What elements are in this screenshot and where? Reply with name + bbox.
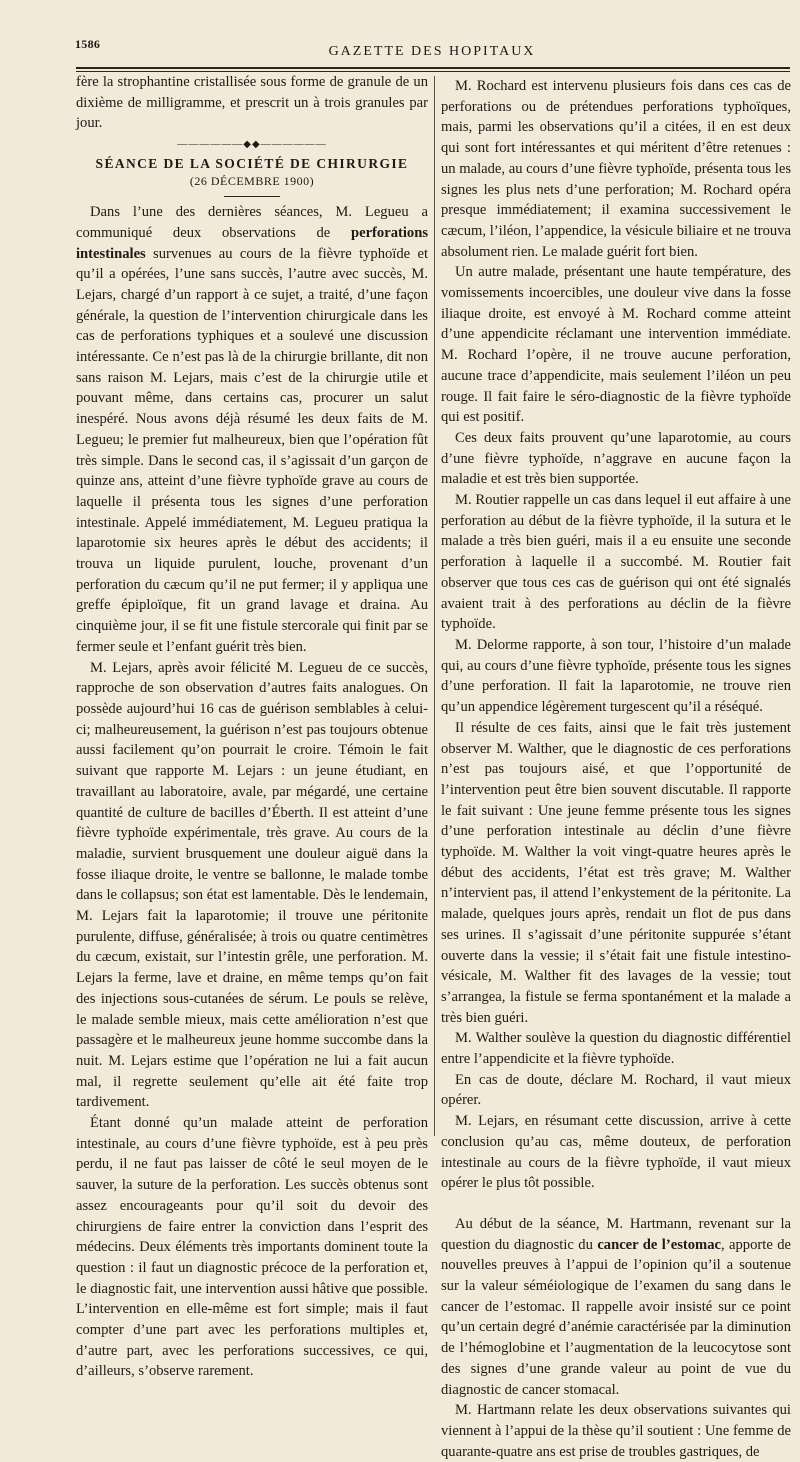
paragraph: M. Hartmann relate les deux observations suivantes qui viennent à l’appui de la thèse qu’il soutient : Une femme de quarante-quatre ans est prise de troubles gastriques, de — [441, 1402, 791, 1460]
paragraph — [76, 202, 428, 657]
text-run: , apporte de nouvelles preuves à l’appui de l’opinion qu’il a soutenue sur la valeur séméiologique de l’examen du sang dans le cancer de l’estomac. Il rappelle avoir insisté sur ce point qu’un certain degré d’anémie caractérisée par la diminution de l’hémoglobine et l’augmentation de la leucocytose sont des signes d’une grande valeur au point de vue du diagnostic de cancer stomacal. — [441, 1236, 791, 1398]
paragraph: M. Lejars, en résumant cette discussion, arrive à cette conclusion qu’au cas, même douteux, de perforation intestinale au cours de la fièvre typhoïde, il vaut mieux opérer le plus tôt possible. — [441, 1113, 791, 1192]
bold-term: cancer de l’estomac — [597, 1236, 721, 1253]
right-column — [441, 72, 791, 1462]
section-rule — [224, 196, 280, 197]
paragraph: En cas de doute, déclare M. Rochard, il vaut mieux opérer. — [441, 1071, 791, 1109]
text-run: survenues au cours de la fièvre typhoïde et qu’il a opérées, l’une sans succès, l’autre avec succès, M. Lejars, chargé d’un rapport à ce sujet, a traité, d’une façon générale, la question de l’intervention chirurgicale dans les cas de perforations typhiques et a soulevé une discussion intéressante. Ce n’est pas là de la chirurgie brillante, dit non sans raison M. Lejars, mais c’est de la chirurgie utile et pouvant même, dans certains cas, procurer un salut inespéré. Nous avons déjà résumé les deux faits de M. Legueu; le premier fut malheureux, bien que l’opération fût très simple. Dans le second cas, il s’agissait d’un garçon de quinze ans, atteint d’une fièvre typhoïde grave au cours de laquelle il présenta tous les signes d’une perforation intestinale. Appelé immédiatement, M. Legueu pratiqua la laparotomie six heures après le début des accidents; il trouva un liquide purulent, louche, provenant d’un perforation du cæcum qu’il ne put fermer; il y appliqua une greffe épiploïque, fit un grand lavage et draina. Au cinquième jour, il se fit une fistule stercorale qui finit par se fermer seule et l’enfant guérit très bien. — [76, 245, 428, 655]
paragraph: Étant donné qu’un malade atteint de perforation intestinale, au cours d’une fièvre typhoïde, est à peu près perdu, il ne faut pas laisser de côté le seul moyen de le sauver, la suture de la perforation. Les succès obtenus sont assez encourageants pour qu’il soit du devoir des chirurgiens de faire entrer la conviction dans l’esprit des médecins. Deux éléments très importants dominent toute la question : il faut un diagnostic précoce de la perforation et, le diagnostic fait, une intervention aussi hâtive que possible. L’intervention en elle-même est fort simple; mais il faut compter d’une part avec les perforations multiples et, d’autre part, avec les perforations successives, ce qui, d’ailleurs, s’observe rarement. — [76, 1115, 428, 1380]
paragraph: M. Walther soulève la question du diagnostic différentiel entre l’appendicite et la fièvre typhoïde. — [441, 1030, 791, 1068]
ornament-divider: ——————◆◆—————— — [177, 139, 327, 151]
paragraph: M. Delorme rapporte, à son tour, l’histoire d’un malade qui, au cours d’une fièvre typhoïde, présente tous les signes d’une perforation. Il fait la laparotomie, ne trouve rien qu’un appendice légèrement turgescent qu’il a réséqué. — [441, 636, 791, 716]
page-number: 1586 — [75, 37, 101, 51]
text-run: Au début de la séance, M. Hartmann, revenant sur la question du diagnostic du — [441, 1215, 791, 1253]
text-run: Dans l’une des dernières séances, M. Legueu a communiqué deux observations de — [76, 204, 428, 241]
left-column — [76, 72, 428, 1382]
page-header — [72, 32, 792, 64]
paragraph: Ces deux faits prouvent qu’une laparotomie, au cours d’une fièvre typhoïde, n’aggrave en aucune façon la maladie et est très bien supportée. — [441, 429, 791, 488]
column-divider — [434, 76, 435, 1136]
paragraph — [441, 1214, 791, 1400]
paragraph: M. Rochard est intervenu plusieurs fois dans ces cas de perforations ou de prétendues perforations typhoïques, mais, parmi les observations qu’il a citées, il en est deux qui sont fort intéressantes et qui méritent d’être retenues : un malade, au cours d’une fièvre typhoïde, présenta tous les signes les plus nets d’une perforation; M. Rochard opéra presque immédiatement; il examina successivement le cæcum, l’iléon, l’appendice, la vésicule biliaire et ne trouva absolument rien. Le malade guérit fort bien. — [441, 78, 791, 260]
header-rule-thick — [76, 67, 790, 69]
paragraph-gap — [441, 1194, 791, 1214]
paragraph: Un autre malade, présentant une haute température, des vomissements incoercibles, une douleur vive dans la fosse iliaque droite, est envoyé à M. Rochard comme atteint d’une appendicite réclamant une intervention immédiate. M. Rochard l’opère, il ne trouve aucune perforation, aucune trace d’appendicite, mais seulement l’iléon un peu rouge. Il fait faire le séro-diagnostic de la fièvre typhoïde qui est positif. — [441, 264, 791, 426]
paragraph: Il résulte de ces faits, ainsi que le fait très justement observer M. Walther, que le diagnostic de ces perforations n’est pas toujours aisé, et que l’opportunité de l’intervention peut être bien souvent discutable. Il rapporte le fait suivant : Une jeune femme présente tous les signes d’une perforation intestinale au déclin d’une fièvre typhoïde. M. Walther la voit vingt-quatre heures après le début des accidents, l’état est très grave; M. Walther n’intervient pas, il attend l’enkystement de la péritonite. La malade, quelques jours après, rendait un flot de pus dans ses urines. Il s’agissait d’une péritonite suppurée s’étant ouverte dans la vessie; il s’était fait une fistule intestino-vésicale, M. Walther fit des lavages de la vessie; tout s’arrangea, la fistule se ferma spontanément et la malade a très bien guéri. — [441, 719, 791, 1026]
section-title: SÉANCE DE LA SOCIÉTÉ DE CHIRURGIE — [95, 156, 409, 172]
intro-paragraph: fère la strophantine cristallisée sous forme de granule de un dixième de milligramme, et prescrit un à trois granules par jour. — [76, 74, 428, 132]
journal-title: GAZETTE DES HOPITAUX — [328, 44, 536, 59]
bold-term: perforations intestinales — [76, 224, 428, 262]
section-date: (26 DÉCEMBRE 1900) — [189, 174, 315, 189]
paragraph: M. Routier rappelle un cas dans lequel il eut affaire à une perforation au début de la fièvre typhoïde, il la sutura et le malade a très bien guéri, mais il a eu ensuite une seconde perforation à laquelle il a succombé. M. Routier fait observer que tous ces cas de guérison qui ont été signalés avaient trait à des perforations au déclin de la fièvre typhoïde. — [441, 492, 791, 633]
paragraph: M. Lejars, après avoir félicité M. Legueu de ce succès, rapproche de son observation d’autres faits analogues. On possède aujourd’hui 16 cas de guérison semblables à celui-ci; malheureusement, la guérison n’est pas toujours obtenue aussi facilement qu’on pourrait le croire. Témoin le fait suivant que rapporte M. Lejars : un jeune étudiant, en travaillant au laboratoire, avale, par mégardé, une certaine quantité de culture de bacilles d’Éberth. Il est atteint d’une fièvre typhoïde expérimentale, très grave. Au cours de la maladie, survient brusquement une douleur aiguë dans la fosse iliaque droite, le ventre se ballonne, le malade tombe dans le collapsus; son état est lamentable. Dès le lendemain, M. Lejars fait la laparotomie; il trouve une péritonite purulente, diffuse, généralisée; à trois ou quatre centimètres du cæcum, existait, sur l’intestin grêle, une perforation. M. Lejars la ferme, lave et draine, en même temps qu’on fait des injections sous-cutanées de sérum. Le pouls se relève, le malade semble mieux, mais cette amélioration n’est que passagère et le malheureux jeune homme succombe dans la nuit. M. Lejars estime que l’opération ne lui a fait aucun mal, il regrette seulement qu’elle ait été faite trop tardivement. — [76, 659, 428, 1111]
